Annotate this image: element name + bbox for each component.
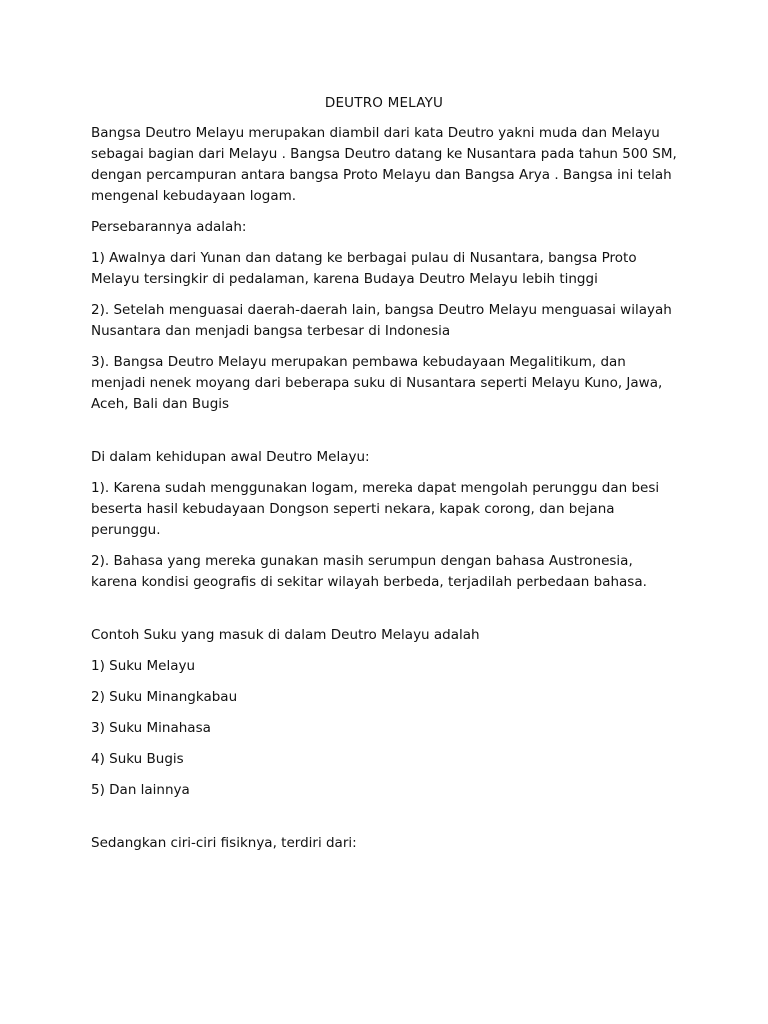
ciri-heading: Sedangkan ciri-ciri fisiknya, terdiri dari: [91,835,357,851]
persebaran-item: 3). Bangsa Deutro Melayu merupakan pembawa kebudayaan Megalitikum, dan menjadi nenek moyang dari beberapa suku di Nusantara seperti Melayu Kuno, Jawa, Aceh, Bali dan Bugis [91,354,663,412]
persebaran-item: 1) Awalnya dari Yunan dan datang ke berbagai pulau di Nusantara, bangsa Proto Melayu tersingkir di pedalaman, karena Budaya Deutro Melayu lebih tinggi [91,250,637,287]
suku-item: 4) Suku Bugis [91,751,184,767]
section-gap [91,425,681,447]
document-body [91,123,681,864]
suku-item: 1) Suku Melayu [91,658,196,674]
kehidupan-item: 1). Karena sudah menggunakan logam, mereka dapat mengolah perunggu dan besi beserta hasil kebudayaan Dongson seperti nekara, kapak corong, dan bejana perunggu. [91,480,660,538]
suku-heading: Contoh Suku yang masuk di dalam Deutro Melayu adalah [91,627,480,643]
section-gap [91,811,681,833]
kehidupan-heading: Di dalam kehidupan awal Deutro Melayu: [91,449,370,465]
persebaran-heading: Persebarannya adalah: [91,219,247,235]
intro-paragraph: Bangsa Deutro Melayu merupakan diambil dari kata Deutro yakni muda dan Melayu sebagai bagian dari Melayu . Bangsa Deutro datang ke Nusantara pada tahun 500 SM, dengan percampuran antara bangsa Proto Melayu dan Bangsa Arya . Bangsa ini telah mengenal kebudayaan logam. [91,125,677,204]
persebaran-item: 2). Setelah menguasai daerah-daerah lain, bangsa Deutro Melayu menguasai wilayah Nusantara dan menjadi bangsa terbesar di Indonesia [91,302,672,339]
section-gap [91,603,681,625]
suku-item: 5) Dan lainnya [91,782,190,798]
document-title: DEUTRO MELAYU [324,95,444,111]
suku-item: 2) Suku Minangkabau [91,689,238,705]
suku-item: 3) Suku Minahasa [91,720,211,736]
kehidupan-item: 2). Bahasa yang mereka gunakan masih serumpun dengan bahasa Austronesia, karena kondisi geografis di sekitar wilayah berbeda, terjadilah perbedaan bahasa. [91,553,647,590]
